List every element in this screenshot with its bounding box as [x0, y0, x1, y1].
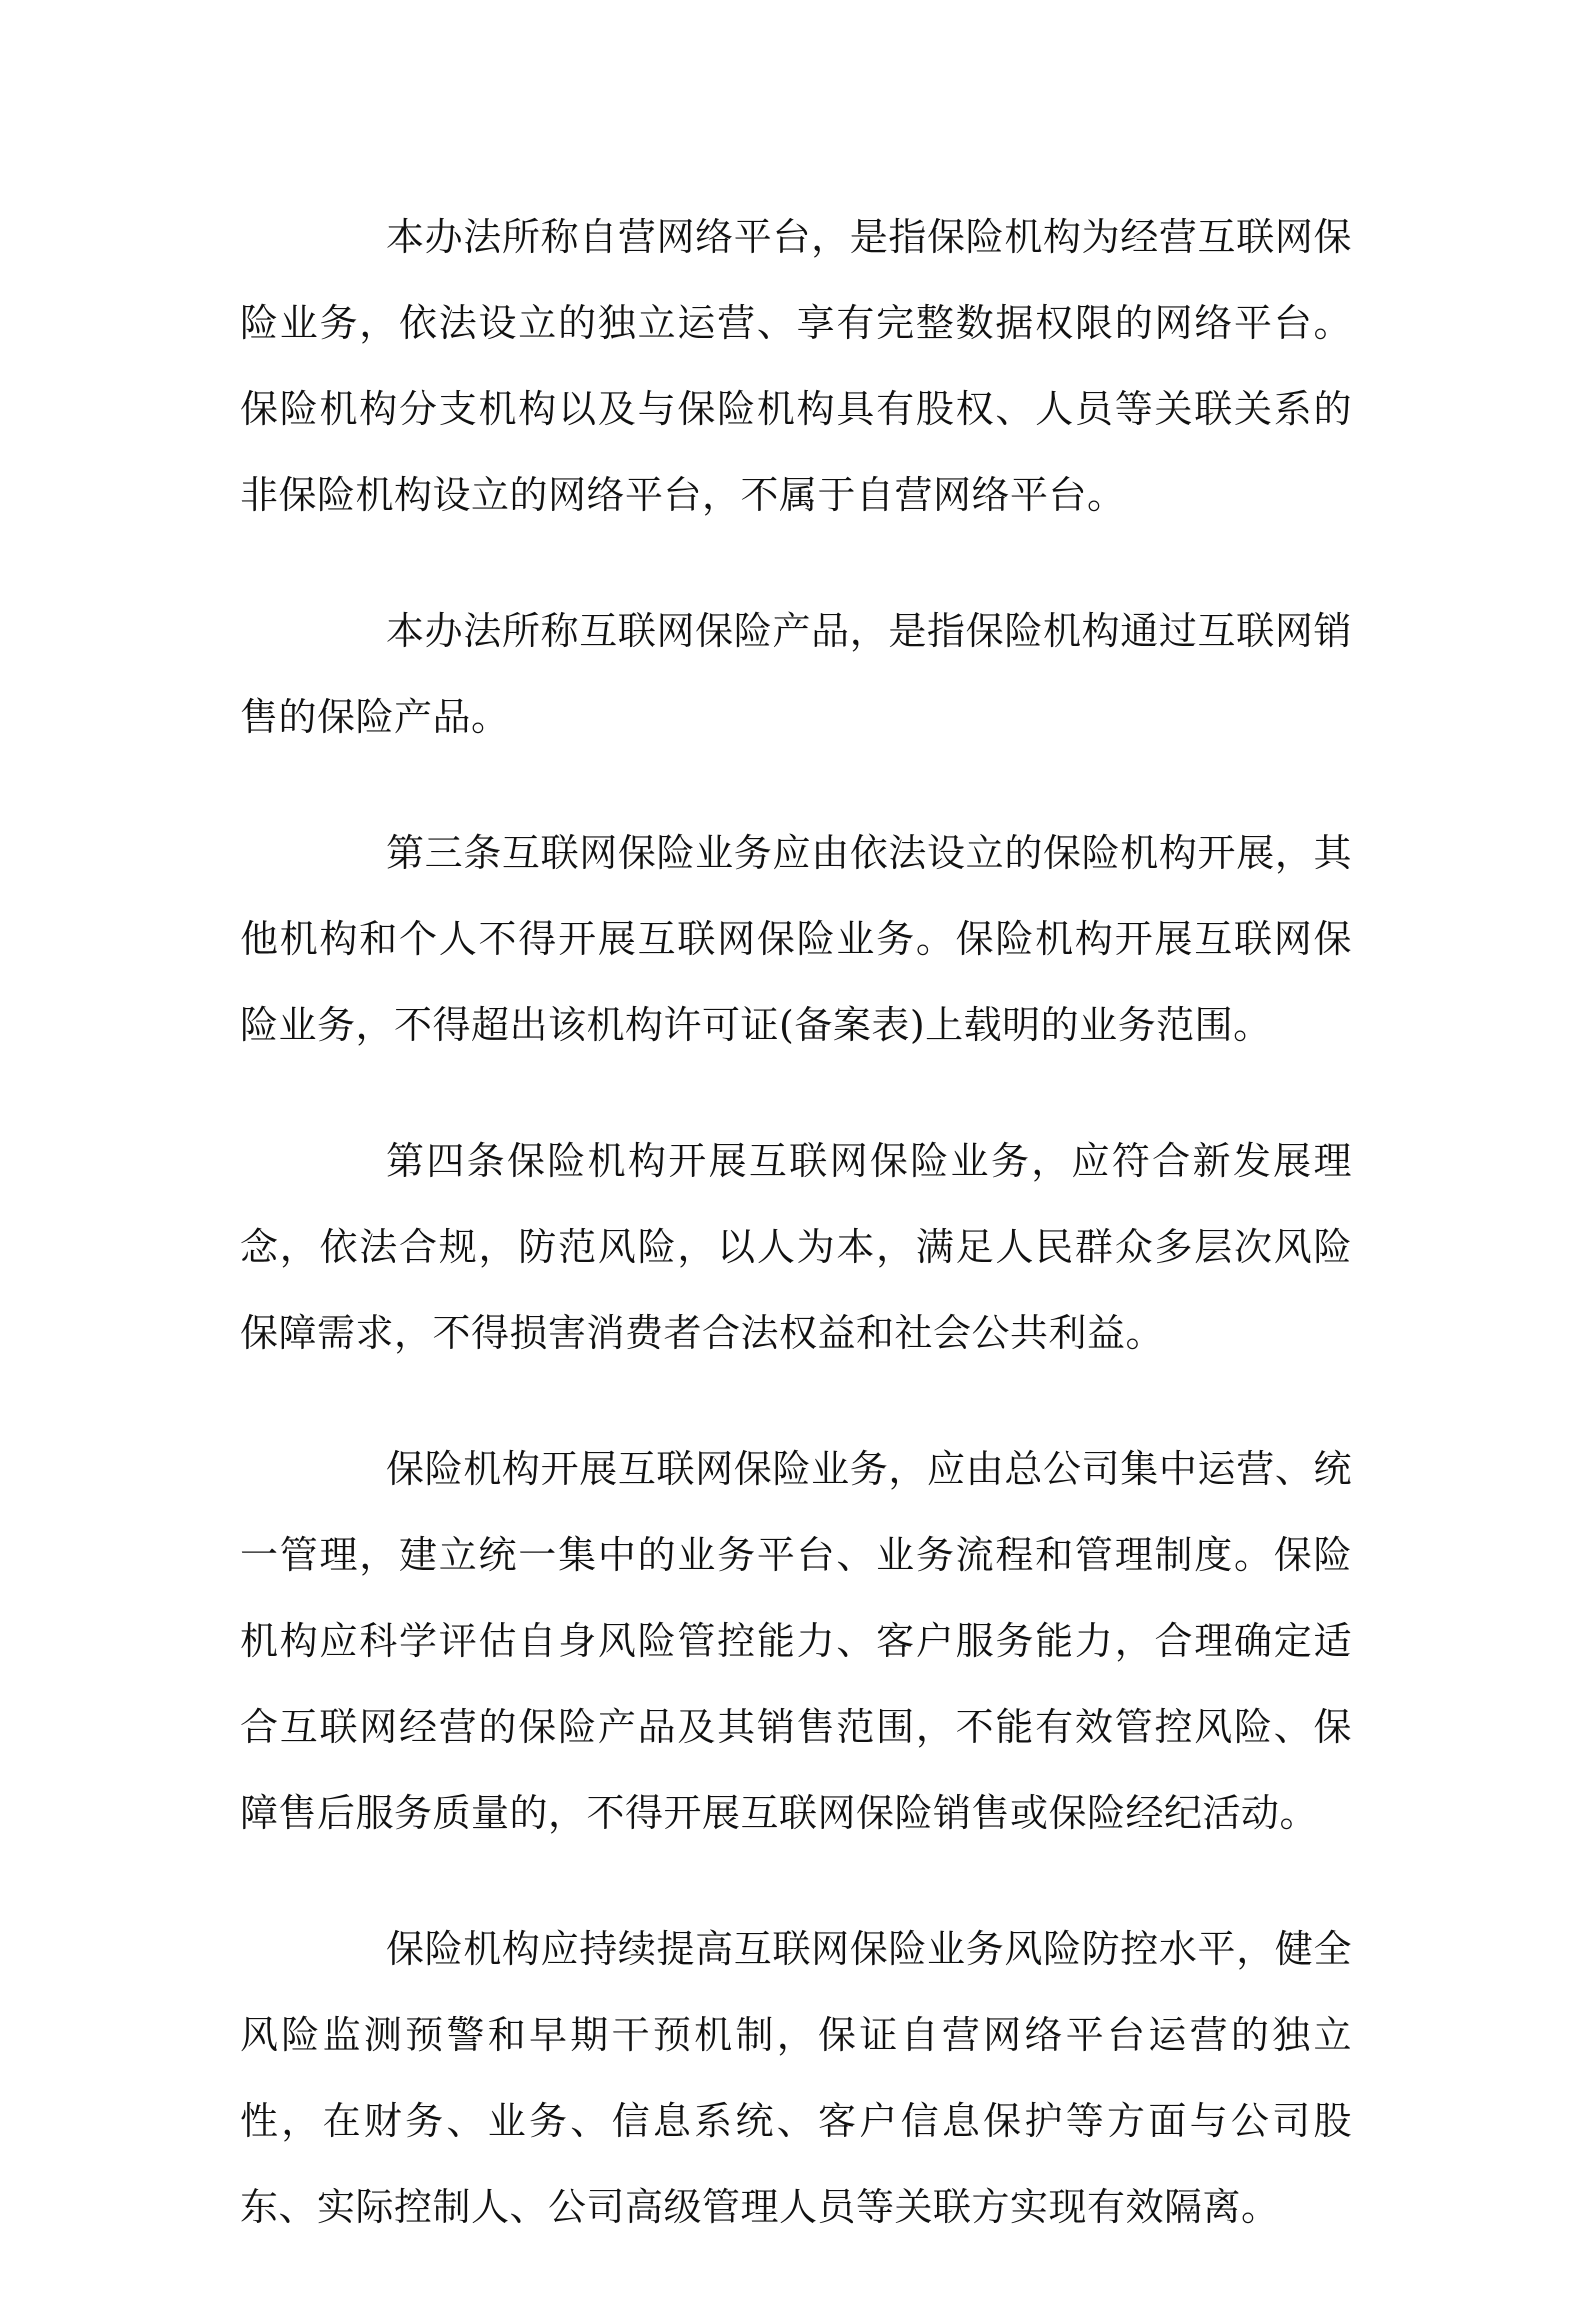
paragraph-article-three: 第三条互联网保险业务应由依法设立的保险机构开展，其他机构和个人不得开展互联网保险业务。保险机构开展互联网保险业务，不得超出该机构许可证(备案表)上载明的业务范围。 [240, 831, 1352, 1047]
paragraph-centralized-operation: 保险机构开展互联网保险业务，应由总公司集中运营、统一管理，建立统一集中的业务平台、业务流程和管理制度。保险机构应科学评估自身风险管控能力、客户服务能力，合理确定适合互联网经营的保险产品及其销售范围，不能有效管控风险、保障售后服务质量的，不得开展互联网保险销售或保险经纪活动。 [240, 1447, 1352, 1835]
paragraph-internet-insurance-product: 本办法所称互联网保险产品，是指保险机构通过互联网销售的保险产品。 [240, 609, 1352, 739]
paragraph-article-four: 第四条保险机构开展互联网保险业务，应符合新发展理念，依法合规，防范风险，以人为本，满足人民群众多层次风险保障需求，不得损害消费者合法权益和社会公共利益。 [240, 1139, 1352, 1355]
paragraph-self-operated-platform: 本办法所称自营网络平台，是指保险机构为经营互联网保险业务，依法设立的独立运营、享有完整数据权限的网络平台。保险机构分支机构以及与保险机构具有股权、人员等关联关系的非保险机构设立的网络平台，不属于自营网络平台。 [240, 215, 1352, 517]
paragraph-risk-control: 保险机构应持续提高互联网保险业务风险防控水平，健全风险监测预警和早期干预机制，保证自营网络平台运营的独立性，在财务、业务、信息系统、客户信息保护等方面与公司股东、实际控制人、公司高级管理人员等关联方实现有效隔离。 [240, 1927, 1352, 2229]
document-body [240, 194, 1352, 2300]
